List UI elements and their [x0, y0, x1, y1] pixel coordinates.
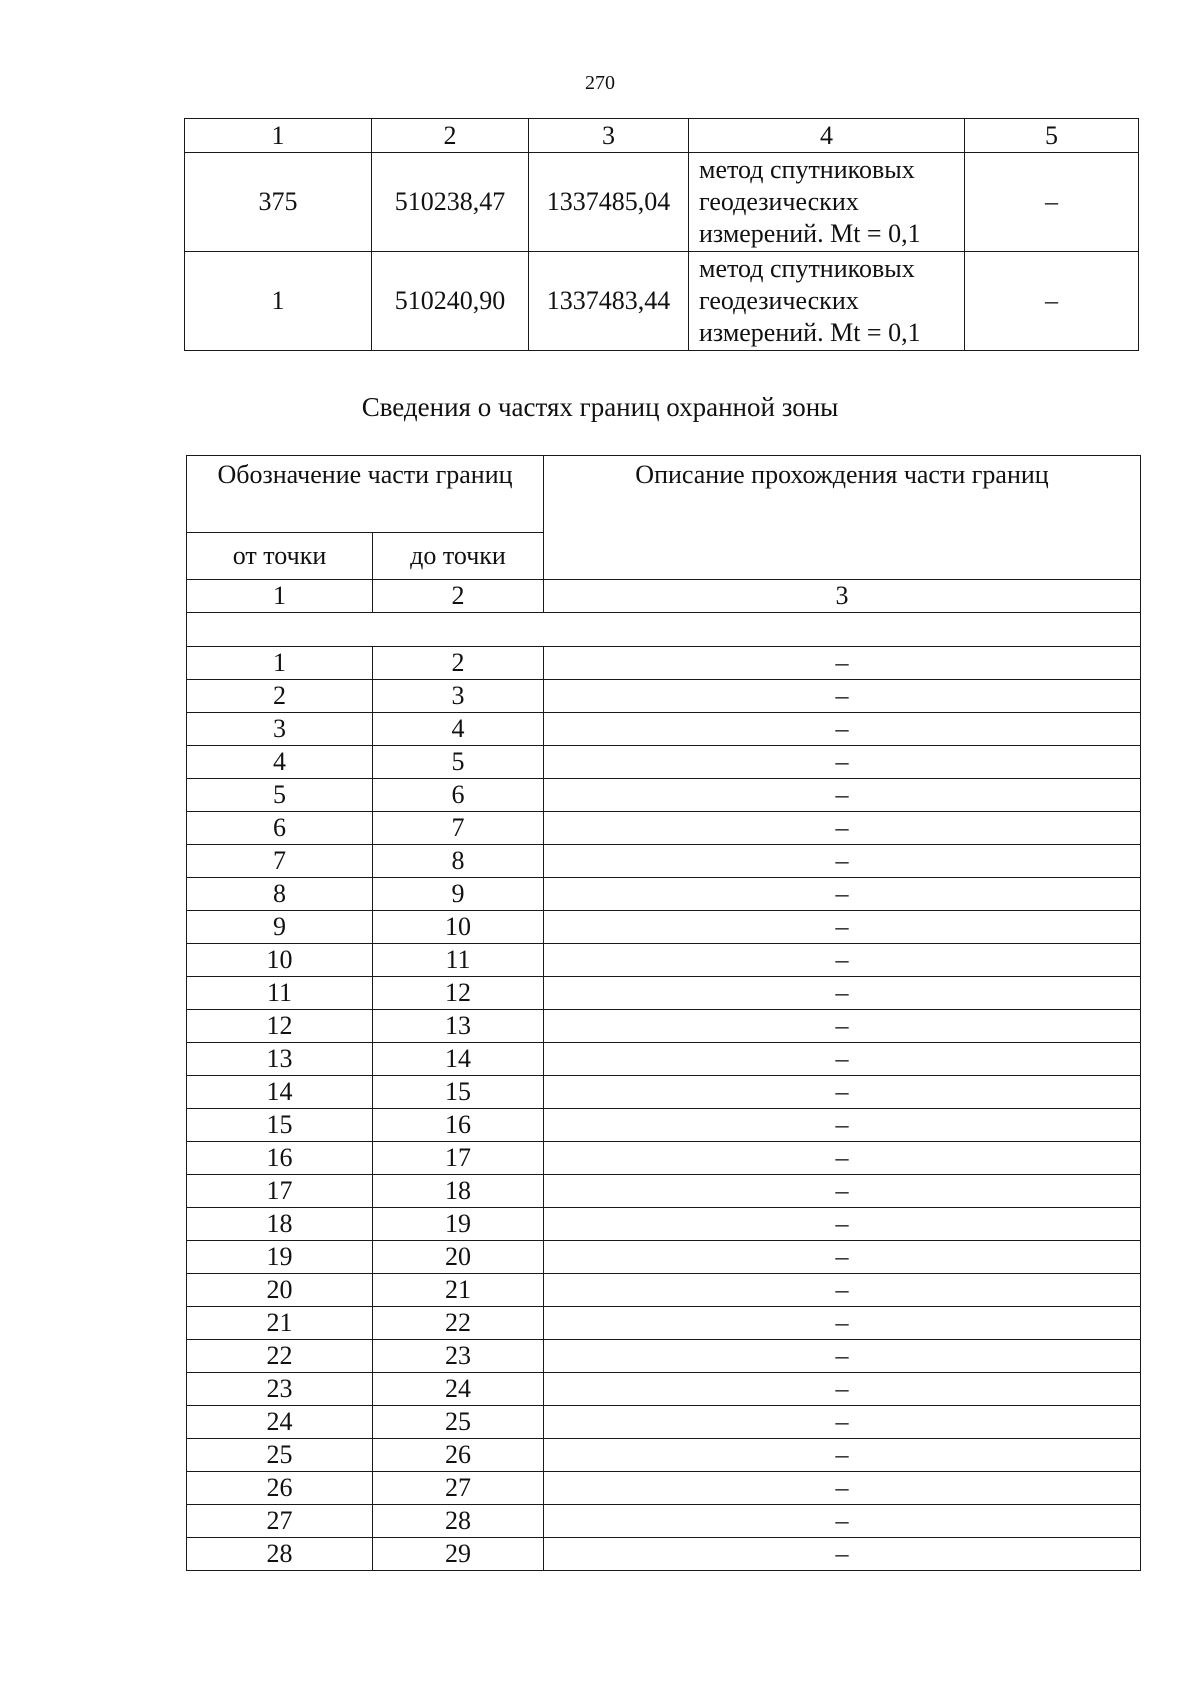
table-row [187, 1274, 1141, 1307]
from-point-cell: 26 [187, 1472, 373, 1505]
from-point-cell: 13 [187, 1043, 373, 1076]
to-point-cell: 9 [373, 878, 544, 911]
to-point-cell: 4 [373, 713, 544, 746]
column-number: 3 [529, 119, 689, 153]
to-point-cell: 22 [373, 1307, 544, 1340]
section-title: Сведения о частях границ охранной зоны [361, 392, 839, 422]
from-point-cell: 17 [187, 1175, 373, 1208]
table-row [187, 878, 1141, 911]
table-row [187, 1340, 1141, 1373]
from-point-cell: 15 [187, 1109, 373, 1142]
description-cell: – [544, 1406, 1141, 1439]
to-point-cell: 18 [373, 1175, 544, 1208]
designation-header: Обозначение части границ [187, 456, 544, 533]
from-point-cell: 11 [187, 977, 373, 1010]
table-row [187, 779, 1141, 812]
method-description [689, 153, 965, 252]
to-point-cell: 25 [373, 1406, 544, 1439]
description-cell: – [544, 1043, 1141, 1076]
to-point-cell: 10 [373, 911, 544, 944]
description-cell: – [544, 1340, 1141, 1373]
table-row [187, 1043, 1141, 1076]
description-cell: – [544, 1241, 1141, 1274]
from-point-cell: 9 [187, 911, 373, 944]
from-point-cell: 12 [187, 1010, 373, 1043]
table-row [187, 680, 1141, 713]
table-row [187, 812, 1141, 845]
table-row [187, 1010, 1141, 1043]
description-cell: – [544, 1307, 1141, 1340]
description-cell: – [544, 1175, 1141, 1208]
table-row [187, 1538, 1141, 1571]
table-row [187, 1109, 1141, 1142]
from-point-cell: 18 [187, 1208, 373, 1241]
page-number: 270 [585, 72, 615, 94]
parts-rows [187, 647, 1141, 1571]
from-point-cell: 21 [187, 1307, 373, 1340]
column-number: 4 [689, 119, 965, 153]
to-point-cell: 21 [373, 1274, 544, 1307]
table-row [187, 1175, 1141, 1208]
method-line: геодезических [699, 286, 859, 315]
table-row [187, 944, 1141, 977]
to-point-cell: 8 [373, 845, 544, 878]
to-point-cell: 26 [373, 1439, 544, 1472]
table-row [187, 746, 1141, 779]
from-point-cell: 16 [187, 1142, 373, 1175]
column-number: 1 [185, 119, 372, 153]
description-cell: – [544, 1208, 1141, 1241]
from-point-cell: 23 [187, 1373, 373, 1406]
method-description [689, 252, 965, 351]
column-number: 5 [965, 119, 1139, 153]
to-point-cell: 2 [373, 647, 544, 680]
description-cell: – [544, 746, 1141, 779]
to-point-cell: 16 [373, 1109, 544, 1142]
to-point-header: до точки [373, 533, 544, 580]
from-point-cell: 6 [187, 812, 373, 845]
column-number: 2 [372, 119, 529, 153]
to-point-cell: 28 [373, 1505, 544, 1538]
from-point-cell: 2 [187, 680, 373, 713]
table-row [187, 1142, 1141, 1175]
from-point-cell: 1 [187, 647, 373, 680]
description-cell: – [544, 845, 1141, 878]
to-point-cell: 11 [373, 944, 544, 977]
table-row [187, 1208, 1141, 1241]
description-cell: – [544, 1142, 1141, 1175]
to-point-cell: 19 [373, 1208, 544, 1241]
from-point-cell: 3 [187, 713, 373, 746]
coordinates-header-row [185, 119, 1139, 153]
parts-header-row [187, 456, 1141, 533]
coordinate-y: 1337483,44 [529, 252, 689, 351]
from-point-cell: 5 [187, 779, 373, 812]
from-point-cell: 25 [187, 1439, 373, 1472]
table-row [187, 713, 1141, 746]
to-point-cell: 23 [373, 1340, 544, 1373]
description-cell: – [544, 1373, 1141, 1406]
description-cell: – [544, 647, 1141, 680]
from-point-cell: 19 [187, 1241, 373, 1274]
description-cell: – [544, 1505, 1141, 1538]
from-point-header: от точки [187, 533, 373, 580]
to-point-cell: 17 [373, 1142, 544, 1175]
column-numbers-row [187, 580, 1141, 613]
description-cell: – [544, 779, 1141, 812]
to-point-cell: 5 [373, 746, 544, 779]
table-row [187, 1241, 1141, 1274]
description-cell: – [544, 812, 1141, 845]
coordinate-x: 510240,90 [372, 252, 529, 351]
to-point-cell: 15 [373, 1076, 544, 1109]
blank-cell [187, 613, 1141, 647]
method-line: геодезических [699, 187, 859, 216]
table-row [187, 911, 1141, 944]
from-point-cell: 24 [187, 1406, 373, 1439]
coordinate-y: 1337485,04 [529, 153, 689, 252]
table-row [187, 977, 1141, 1010]
from-point-cell: 8 [187, 878, 373, 911]
from-point-cell: 28 [187, 1538, 373, 1571]
table-row [187, 647, 1141, 680]
description-cell: – [544, 1010, 1141, 1043]
description-cell: – [544, 1472, 1141, 1505]
column-number: 3 [544, 580, 1141, 613]
to-point-cell: 14 [373, 1043, 544, 1076]
description-cell: – [544, 878, 1141, 911]
table-row [187, 1439, 1141, 1472]
from-point-cell: 4 [187, 746, 373, 779]
column-number: 1 [187, 580, 373, 613]
table-row [187, 845, 1141, 878]
note-cell: – [965, 153, 1139, 252]
boundary-parts-table [186, 455, 1141, 1571]
point-number: 375 [185, 153, 372, 252]
method-line: метод спутниковых [699, 155, 915, 184]
to-point-cell: 29 [373, 1538, 544, 1571]
coordinate-x: 510238,47 [372, 153, 529, 252]
table-row [187, 1373, 1141, 1406]
note-cell: – [965, 252, 1139, 351]
method-line: измерений. Mt = 0,1 [699, 318, 921, 347]
from-point-cell: 22 [187, 1340, 373, 1373]
description-cell: – [544, 1538, 1141, 1571]
table-row [187, 1307, 1141, 1340]
coordinates-table [184, 118, 1139, 351]
from-point-cell: 14 [187, 1076, 373, 1109]
from-point-cell: 7 [187, 845, 373, 878]
table-row [185, 252, 1139, 351]
description-cell: – [544, 680, 1141, 713]
table-row [187, 1406, 1141, 1439]
column-number: 2 [373, 580, 544, 613]
to-point-cell: 3 [373, 680, 544, 713]
to-point-cell: 20 [373, 1241, 544, 1274]
description-cell: – [544, 713, 1141, 746]
table-row [185, 153, 1139, 252]
to-point-cell: 13 [373, 1010, 544, 1043]
table-row [187, 1472, 1141, 1505]
to-point-cell: 7 [373, 812, 544, 845]
table-row [187, 1505, 1141, 1538]
to-point-cell: 27 [373, 1472, 544, 1505]
description-header: Описание прохождения части границ [544, 456, 1141, 580]
blank-row [187, 613, 1141, 647]
to-point-cell: 6 [373, 779, 544, 812]
description-cell: – [544, 911, 1141, 944]
method-line: измерений. Mt = 0,1 [699, 219, 921, 248]
to-point-cell: 12 [373, 977, 544, 1010]
table-row [187, 1076, 1141, 1109]
to-point-cell: 24 [373, 1373, 544, 1406]
description-cell: – [544, 944, 1141, 977]
description-cell: – [544, 1439, 1141, 1472]
description-cell: – [544, 1076, 1141, 1109]
description-cell: – [544, 1274, 1141, 1307]
point-number: 1 [185, 252, 372, 351]
from-point-cell: 20 [187, 1274, 373, 1307]
from-point-cell: 10 [187, 944, 373, 977]
description-cell: – [544, 1109, 1141, 1142]
description-cell: – [544, 977, 1141, 1010]
from-point-cell: 27 [187, 1505, 373, 1538]
method-line: метод спутниковых [699, 254, 915, 283]
